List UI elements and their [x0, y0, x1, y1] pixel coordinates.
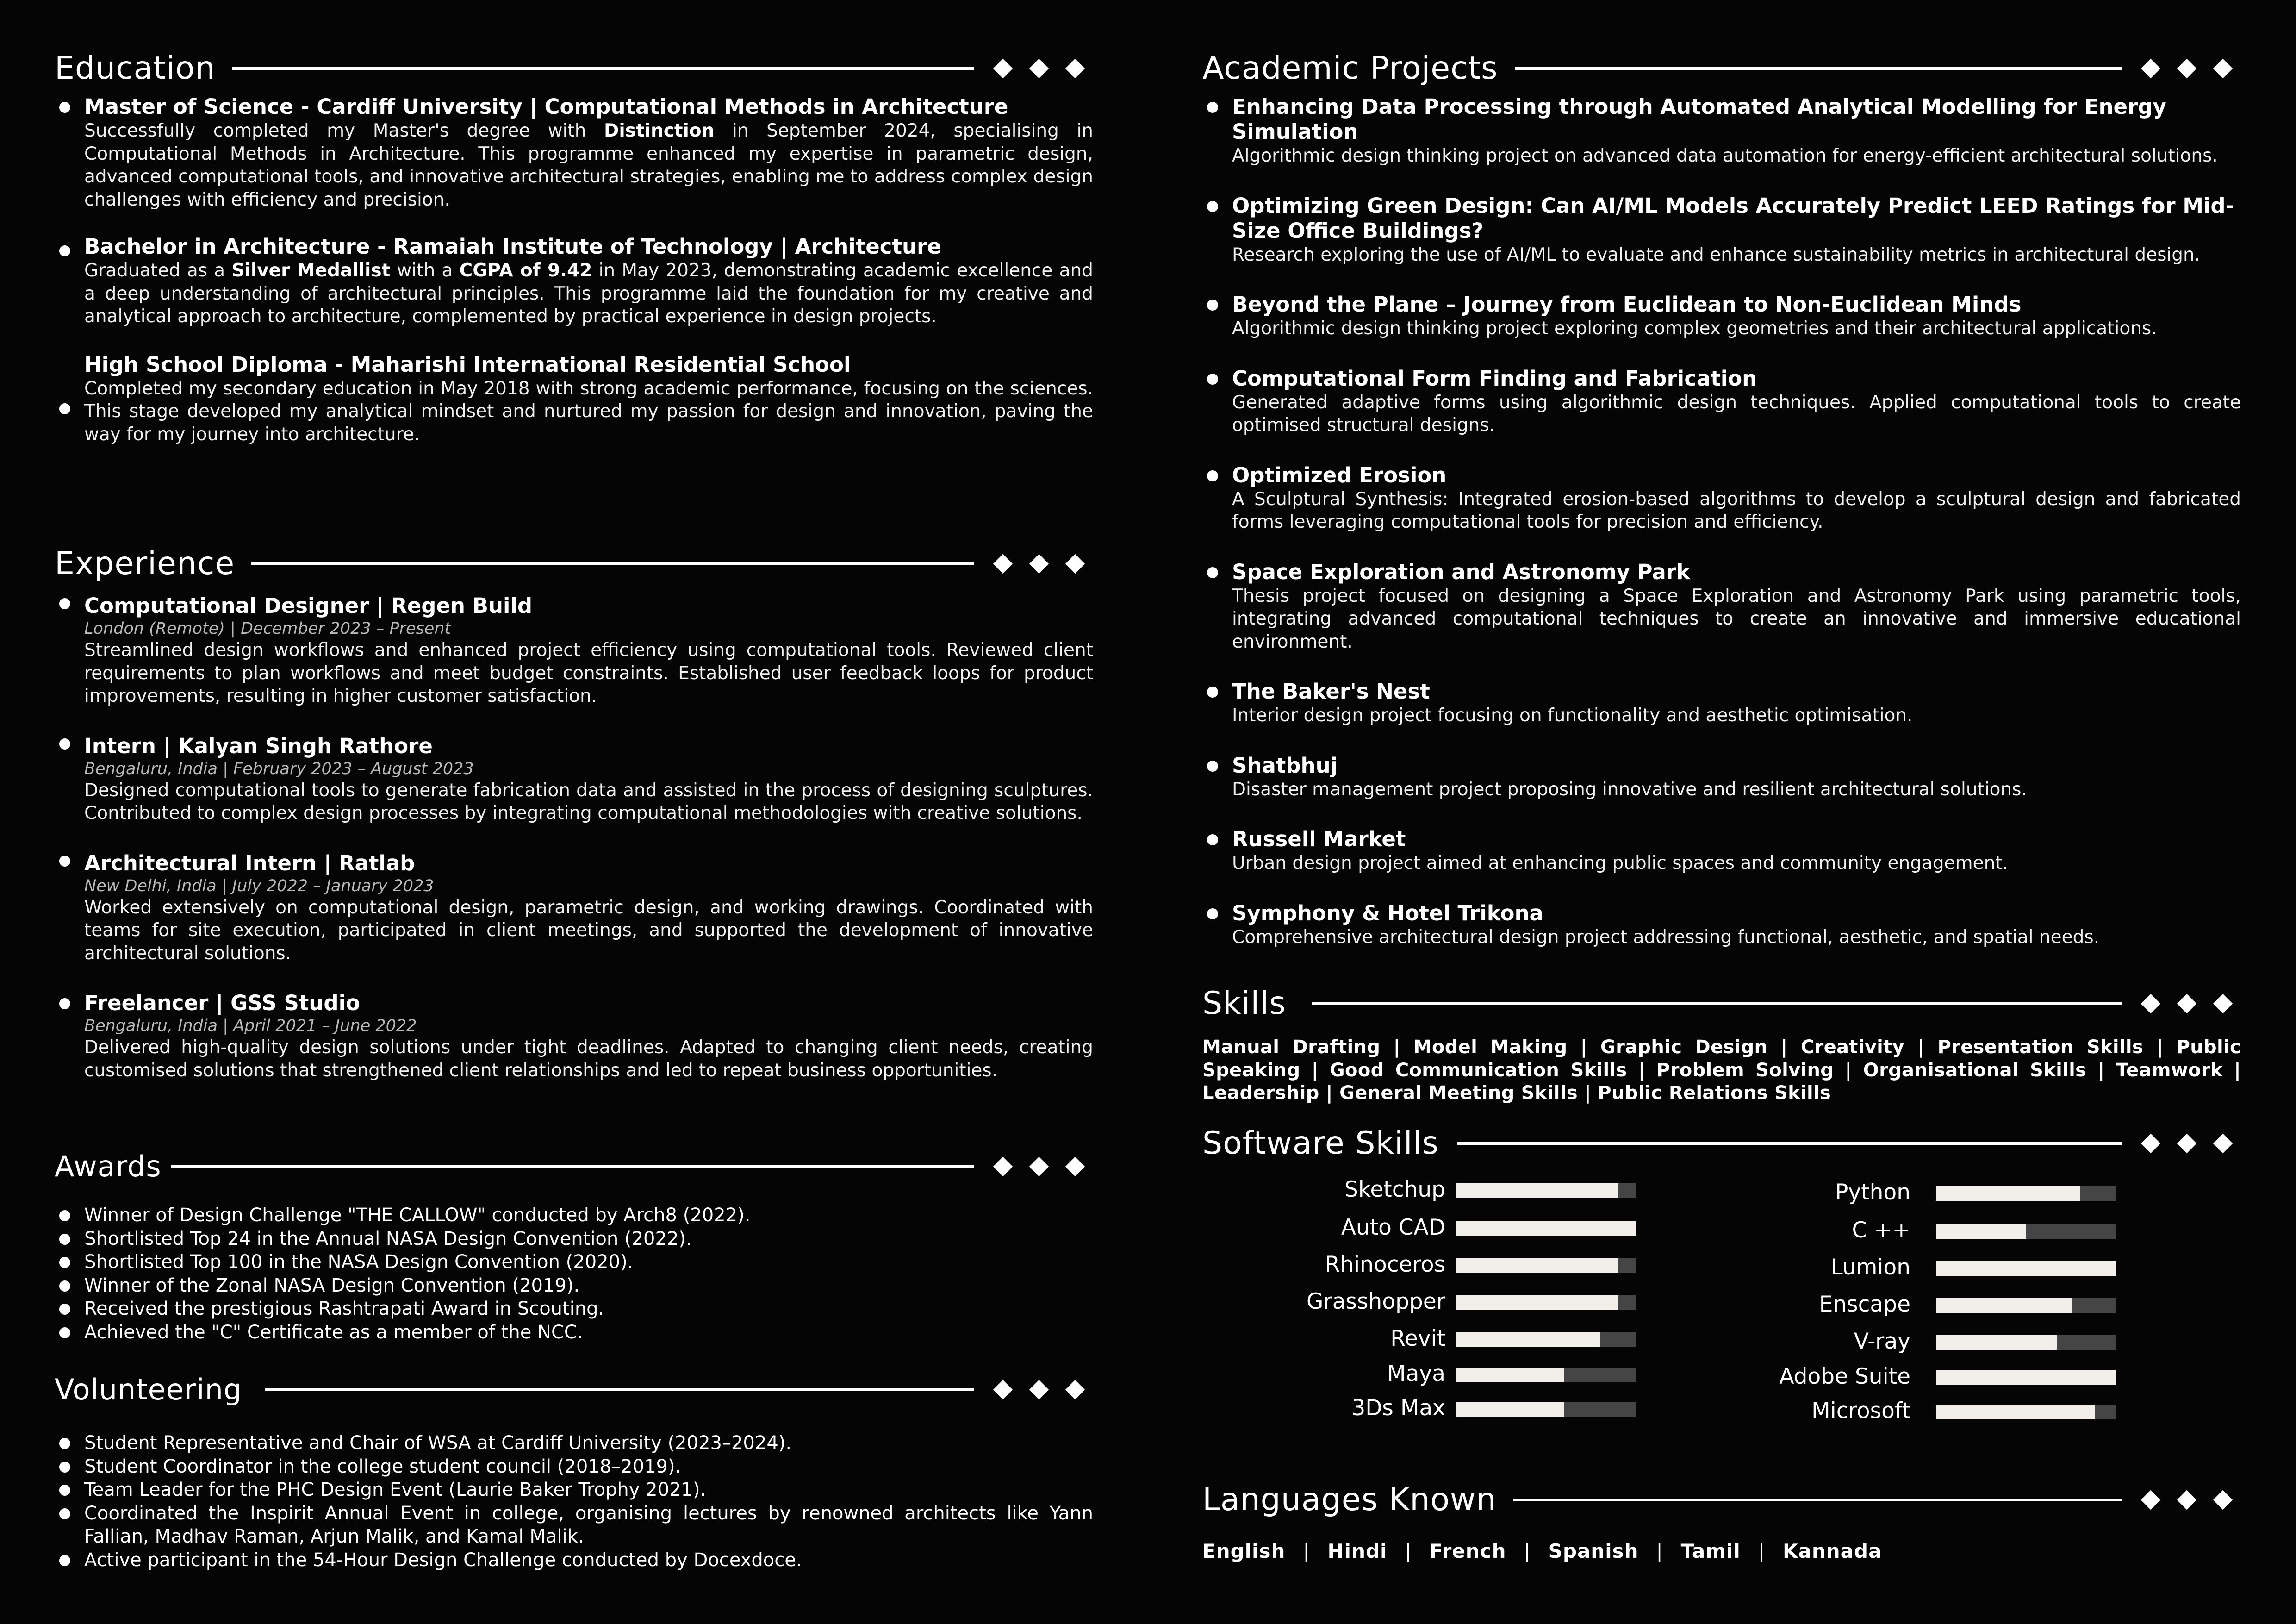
skill-level-bar	[1456, 1258, 1636, 1273]
section-title: Software Skills	[1202, 1125, 1439, 1162]
entry-title: Computational Form Finding and Fabrication	[1232, 366, 1757, 391]
language-item: Hindi	[1327, 1540, 1388, 1562]
diamond-icon	[2141, 1134, 2160, 1153]
diamond-icon	[2177, 1134, 2196, 1153]
languages-section	[1202, 1477, 2241, 1562]
diamond-icon	[2177, 994, 2196, 1013]
bullet-icon	[59, 1555, 70, 1566]
bullet-icon	[59, 1234, 70, 1245]
skill-level-bar	[1456, 1402, 1636, 1417]
bullet-icon	[59, 1327, 70, 1338]
section-title: Volunteering	[55, 1373, 243, 1406]
skill-level-fill	[1456, 1258, 1618, 1273]
diamond-icon	[2213, 994, 2233, 1013]
entry-body: Generated adaptive forms using algorithmic design techniques. Applied computational tools to create optimised structural designs.	[1232, 392, 2241, 436]
entry-body: Research exploring the use of AI/ML to evaluate and enhance sustainability metrics in architectural design.	[1232, 244, 2201, 265]
diamond-icon	[1029, 1157, 1049, 1176]
skill-level-bar	[1936, 1370, 2116, 1385]
skill-level-fill	[1936, 1186, 2080, 1201]
projects-list	[1202, 94, 2241, 949]
bullet-icon	[1207, 908, 1218, 919]
skill-level-fill	[1936, 1298, 2072, 1313]
project-entry	[1202, 94, 2241, 168]
skill-level-fill	[1456, 1368, 1564, 1382]
list-item: Winner of Design Challenge "THE CALLOW" conducted by Arch8 (2022).	[55, 1204, 1093, 1227]
bullet-icon	[1207, 102, 1218, 113]
diamond-ornament	[992, 62, 1086, 75]
entry-body: Streamlined design workflows and enhanced project efficiency using computational tools. Reviewed client requirements to plan workflows and meet budget constraints. Established user feedback loops for product improvements, resulting in higher customer satisfaction.	[84, 640, 1093, 706]
bullet-icon	[1207, 470, 1218, 481]
diamond-icon	[2141, 1490, 2160, 1510]
diamond-icon	[1065, 1157, 1085, 1176]
diamond-icon	[1065, 59, 1085, 78]
project-entry	[1202, 560, 2241, 654]
skill-level-fill	[1456, 1295, 1618, 1310]
awards-section	[55, 1143, 1093, 1344]
experience-entry	[55, 734, 1093, 825]
diamond-icon	[993, 59, 1013, 78]
project-entry	[1202, 366, 2241, 437]
bullet-icon	[59, 1280, 70, 1292]
diamond-icon	[2213, 1490, 2233, 1510]
skill-level-bar	[1456, 1295, 1636, 1310]
project-entry	[1202, 901, 2241, 949]
skill-level-fill	[1456, 1183, 1618, 1198]
entry-body: Delivered high-quality design solutions under tight deadlines. Adapted to changing client needs, creating customised solutions that strengthened client relationships and led to repeat business opportunities.	[84, 1037, 1093, 1081]
entry-title: Architectural Intern | Ratlab	[84, 850, 415, 875]
experience-entry	[55, 593, 1093, 708]
entry-title: Russell Market	[1232, 827, 1406, 851]
skill-level-bar	[1936, 1261, 2116, 1276]
bullet-icon	[1207, 300, 1218, 311]
entry-location-date: Bengaluru, India | February 2023 – August 2023	[84, 759, 474, 778]
software-name: Lumion	[1830, 1255, 1910, 1280]
diamond-icon	[1029, 554, 1049, 574]
language-item: Kannada	[1782, 1540, 1882, 1562]
separator: |	[1405, 1540, 1412, 1562]
entry-body: Disaster management project proposing innovative and resilient architectural solutions.	[1232, 779, 2027, 800]
diamond-ornament	[992, 557, 1086, 571]
entry-body: Algorithmic design thinking project exploring complex geometries and their architectural applications.	[1232, 318, 2157, 339]
entry-body: Urban design project aimed at enhancing public spaces and community engagement.	[1232, 853, 2008, 874]
bullet-icon	[59, 1462, 70, 1473]
software-name: Rhinoceros	[1325, 1252, 1445, 1277]
software-name: Maya	[1387, 1361, 1445, 1387]
software-name: Grasshopper	[1307, 1289, 1445, 1314]
skill-level-fill	[1936, 1335, 2057, 1350]
language-item: French	[1429, 1540, 1506, 1562]
languages-list	[1202, 1540, 2241, 1562]
bullet-icon	[59, 245, 70, 256]
skill-level-fill	[1456, 1221, 1636, 1236]
software-name: Revit	[1390, 1326, 1445, 1351]
diamond-icon	[993, 1157, 1013, 1176]
software-name: Auto CAD	[1341, 1215, 1445, 1240]
diamond-icon	[993, 1380, 1013, 1399]
diamond-icon	[1065, 1380, 1085, 1399]
diamond-icon	[2213, 59, 2233, 78]
software-name: C ++	[1852, 1218, 1910, 1243]
experience-entry	[55, 851, 1093, 965]
project-entry	[1202, 753, 2241, 801]
skill-level-fill	[1936, 1405, 2095, 1419]
entry-body: Completed my secondary education in May 2018 with strong academic performance, focusing on the sciences. This stage developed my analytical mindset and nurtured my passion for design and innovation, paving the way for my journey into architecture.	[84, 378, 1093, 445]
list-item: Team Leader for the PHC Design Event (Laurie Baker Trophy 2021).	[55, 1478, 1093, 1502]
bullet-icon	[59, 102, 70, 113]
skill-level-bar	[1936, 1335, 2116, 1350]
project-entry	[1202, 463, 2241, 534]
section-header	[55, 1367, 1093, 1413]
entry-body: Graduated as a Silver Medallist with a CGPA of 9.42 in May 2023, demonstrating academic excellence and a deep understanding of architectural principles. This programme laid the foundation for my creative and analytical approach to architecture, complemented by practical experience in design projects.	[84, 260, 1093, 327]
diamond-icon	[2141, 994, 2160, 1013]
bullet-icon	[59, 1438, 70, 1449]
software-name: Microsoft	[1811, 1398, 1910, 1424]
entry-title: Freelancer | GSS Studio	[84, 991, 360, 1015]
entry-title: Shatbhuj	[1232, 753, 1338, 778]
section-title: Awards	[55, 1149, 162, 1183]
software-name: Sketchup	[1344, 1177, 1445, 1202]
diamond-icon	[993, 554, 1013, 574]
entry-body: Designed computational tools to generate fabrication data and assisted in the process of designing sculptures. Contributed to complex design processes by integrating computational methodologies with creative solutions.	[84, 780, 1093, 824]
entry-body: Interior design project focusing on functionality and aesthetic optimisation.	[1232, 705, 1913, 726]
diamond-ornament	[992, 1383, 1086, 1397]
diamond-ornament	[2140, 1137, 2234, 1150]
list-item: Student Representative and Chair of WSA at Cardiff University (2023–2024).	[55, 1431, 1093, 1455]
separator: |	[1656, 1540, 1663, 1562]
bullet-icon	[59, 1485, 70, 1496]
section-header	[1202, 1477, 2241, 1523]
entry-title: Beyond the Plane – Journey from Euclidean to Non-Euclidean Minds	[1232, 292, 2022, 317]
bullet-icon	[1207, 687, 1218, 698]
section-header	[1202, 981, 2241, 1027]
list-item: Shortlisted Top 100 in the NASA Design Convention (2020).	[55, 1250, 1093, 1274]
experience-section	[55, 541, 1093, 1101]
list-item: Active participant in the 54-Hour Design Challenge conducted by Docexdoce.	[55, 1549, 1093, 1572]
bullet-icon	[59, 856, 70, 867]
entry-body: Comprehensive architectural design project addressing functional, aesthetic, and spatial needs.	[1232, 926, 2100, 948]
entry-title: Optimized Erosion	[1232, 462, 1447, 487]
entry-title: Bachelor in Architecture - Ramaiah Institute of Technology | Architecture	[84, 234, 941, 259]
skill-level-bar	[1936, 1298, 2116, 1313]
section-header	[55, 45, 1093, 92]
section-header	[55, 541, 1093, 587]
list-item: Achieved the "C" Certificate as a member of the NCC.	[55, 1321, 1093, 1344]
skill-level-fill	[1456, 1332, 1600, 1347]
bullet-icon	[59, 998, 70, 1009]
section-divider	[251, 562, 974, 565]
separator: |	[1303, 1540, 1310, 1562]
diamond-icon	[2213, 1134, 2233, 1153]
project-entry	[1202, 194, 2241, 267]
software-name: Python	[1835, 1180, 1910, 1205]
bullet-icon	[1207, 567, 1218, 578]
skill-level-bar	[1456, 1368, 1636, 1382]
bullet-icon	[59, 1257, 70, 1268]
education-entry	[55, 94, 1093, 211]
projects-section	[1202, 45, 2241, 949]
skill-level-bar	[1456, 1183, 1636, 1198]
project-entry	[1202, 827, 2241, 875]
section-divider	[232, 67, 974, 70]
language-item: Spanish	[1548, 1540, 1639, 1562]
diamond-icon	[2177, 59, 2196, 78]
skills-list: Manual Drafting | Model Making | Graphic Design | Creativity | Presentation Skills | Public Speaking | Good Communication Skills | Problem Solving | Organisational Skills | Teamwork | Leadership | General Meeting Skills | Public Relations Skills	[1202, 1037, 2241, 1104]
entry-title: High School Diploma - Maharishi International Residential School	[84, 352, 851, 377]
list-item: Shortlisted Top 24 in the Annual NASA Design Convention (2022).	[55, 1227, 1093, 1251]
bullet-icon	[1207, 201, 1218, 212]
entry-body: Thesis project focused on designing a Space Exploration and Astronomy Park using parametric tools, integrating advanced computational techniques to create an innovative and immersive educational environment.	[1232, 585, 2241, 652]
entry-location-date: New Delhi, India | July 2022 – January 2023	[84, 876, 434, 895]
skill-level-bar	[1936, 1186, 2116, 1201]
diamond-icon	[2177, 1490, 2196, 1510]
list-item: Student Coordinator in the college student council (2018–2019).	[55, 1455, 1093, 1479]
bullet-icon	[59, 1304, 70, 1315]
entry-body: Worked extensively on computational design, parametric design, and working drawings. Coordinated with teams for site execution, participated in client meetings, and supported the development of innovative architectural solutions.	[84, 897, 1093, 964]
bullet-icon	[59, 1508, 70, 1519]
section-divider	[1515, 67, 2122, 70]
awards-list	[55, 1204, 1093, 1344]
skills-section	[1202, 981, 2241, 1105]
section-title: Education	[55, 50, 216, 87]
language-item: English	[1202, 1540, 1286, 1562]
section-header	[55, 1143, 1093, 1190]
list-item: Received the prestigious Rashtrapati Award in Scouting.	[55, 1297, 1093, 1321]
software-name: Enscape	[1819, 1292, 1910, 1317]
software-bars	[1202, 1176, 2241, 1435]
software-section	[1202, 1120, 2241, 1435]
experience-entry	[55, 991, 1093, 1082]
skill-level-bar	[1936, 1224, 2116, 1239]
project-entry	[1202, 292, 2241, 340]
bullet-icon	[59, 738, 70, 750]
entry-title: The Baker's Nest	[1232, 679, 1430, 704]
skill-level-bar	[1936, 1405, 2116, 1419]
entry-body: A Sculptural Synthesis: Integrated erosion-based algorithms to develop a sculptural design and fabricated forms leveraging computational tools for precision and efficiency.	[1232, 488, 2241, 532]
software-name: Adobe Suite	[1779, 1364, 1910, 1389]
section-title: Languages Known	[1202, 1481, 1497, 1518]
section-divider	[1513, 1499, 2122, 1501]
skill-level-bar	[1456, 1221, 1636, 1236]
section-title: Skills	[1202, 985, 1286, 1022]
entry-body: Successfully completed my Master's degree with Distinction in September 2024, specialising in Computational Methods in Architecture. This programme enhanced my expertise in parametric design, advanced computational tools, and innovative architectural strategies, enabling me to address complex design challenges with efficiency and precision.	[84, 120, 1093, 210]
bullet-icon	[1207, 374, 1218, 385]
bullet-icon	[59, 598, 70, 609]
entry-location-date: Bengaluru, India | April 2021 – June 2022	[84, 1017, 417, 1035]
diamond-ornament	[2140, 62, 2234, 75]
diamond-ornament	[2140, 1493, 2234, 1507]
entry-title: Enhancing Data Processing through Automated Analytical Modelling for Energy Simulation	[1232, 94, 2166, 144]
bullet-icon	[59, 403, 70, 414]
list-item: Winner of the Zonal NASA Design Convention (2019).	[55, 1274, 1093, 1298]
separator: |	[1758, 1540, 1765, 1562]
entry-title: Computational Designer | Regen Build	[84, 593, 533, 618]
project-entry	[1202, 679, 2241, 727]
section-divider	[265, 1388, 974, 1391]
list-item: Coordinated the Inspirit Annual Event in college, organising lectures by renowned architects like Yann Fallian, Madhav Raman, Arjun Malik, and Kamal Malik.	[55, 1502, 1093, 1549]
bullet-icon	[1207, 834, 1218, 845]
skill-level-fill	[1936, 1261, 2116, 1276]
entry-location-date: London (Remote) | December 2023 – Present	[84, 619, 451, 638]
diamond-icon	[2141, 59, 2160, 78]
skill-level-fill	[1936, 1370, 2116, 1385]
diamond-icon	[1029, 1380, 1049, 1399]
section-header	[1202, 45, 2241, 92]
entry-title: Master of Science - Cardiff University | Computational Methods in Architecture	[84, 94, 1008, 119]
section-divider	[1312, 1002, 2122, 1005]
bullet-icon	[59, 1210, 70, 1221]
diamond-icon	[1065, 554, 1085, 574]
education-entry	[55, 234, 1093, 328]
volunteering-section	[55, 1367, 1093, 1572]
separator: |	[1524, 1540, 1531, 1562]
skill-level-fill	[1456, 1402, 1564, 1417]
entry-title: Intern | Kalyan Singh Rathore	[84, 733, 433, 758]
entry-title: Space Exploration and Astronomy Park	[1232, 559, 1690, 584]
skill-level-fill	[1936, 1224, 2026, 1239]
diamond-ornament	[992, 1160, 1086, 1174]
education-section	[55, 45, 1093, 465]
section-title: Academic Projects	[1202, 50, 1498, 87]
bullet-icon	[1207, 761, 1218, 772]
language-item: Tamil	[1680, 1540, 1741, 1562]
volunteering-list	[55, 1431, 1093, 1572]
section-title: Experience	[55, 545, 235, 582]
entry-title: Symphony & Hotel Trikona	[1232, 900, 1543, 925]
software-name: 3Ds Max	[1351, 1395, 1445, 1421]
entry-body: Algorithmic design thinking project on advanced data automation for energy-efficient architectural solutions.	[1232, 145, 2218, 166]
skill-level-bar	[1456, 1332, 1636, 1347]
diamond-ornament	[2140, 997, 2234, 1011]
entry-title: Optimizing Green Design: Can AI/ML Models Accurately Predict LEED Ratings for Mid-Size Office Buildings?	[1232, 193, 2234, 243]
section-header	[1202, 1120, 2241, 1167]
diamond-icon	[1029, 59, 1049, 78]
section-divider	[1457, 1142, 2122, 1145]
section-divider	[171, 1165, 974, 1168]
education-entry	[55, 352, 1093, 446]
software-name: V-ray	[1854, 1329, 1910, 1354]
